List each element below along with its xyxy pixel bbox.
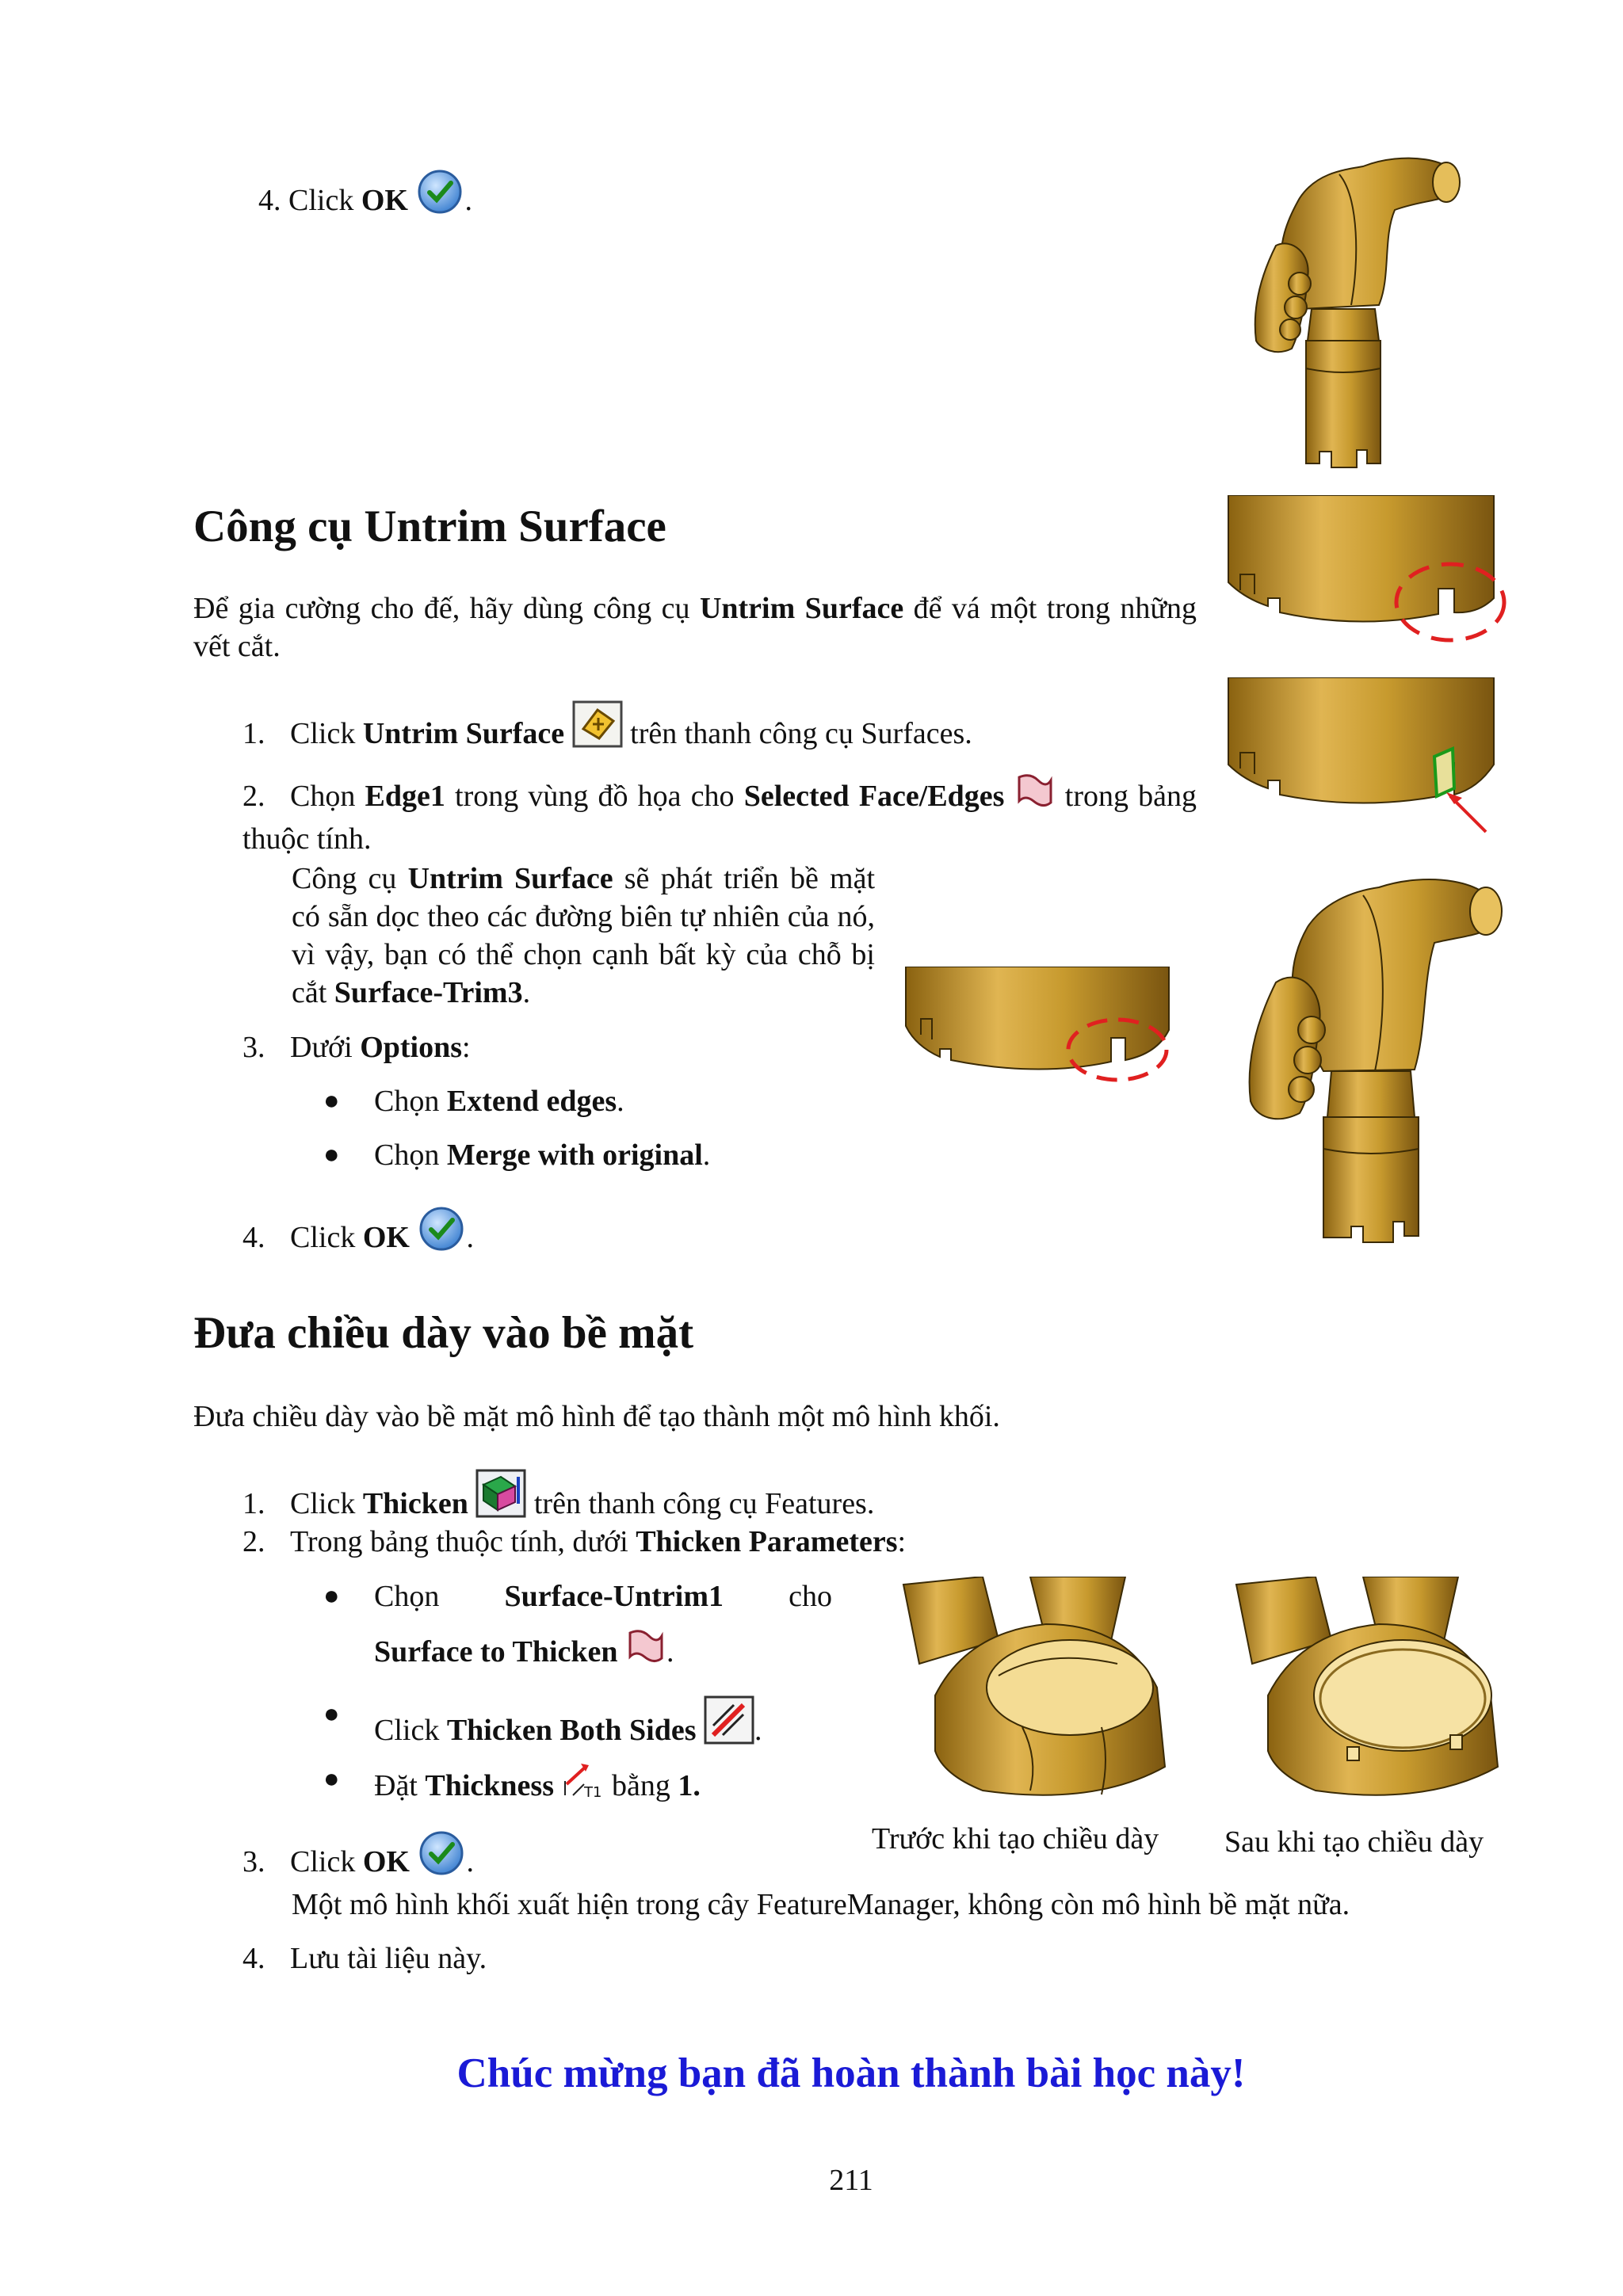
- thickness-icon: [562, 1760, 605, 1810]
- selected-face-edges-icon: [1014, 769, 1056, 820]
- s1-step-2: 2. Chọn Edge1 trong vùng đồ họa cho Selected Face/Edges trong bảng thuộc tính.: [242, 769, 1197, 858]
- thicken-both-sides-icon: [704, 1695, 754, 1754]
- s1-step-4: 4. Click OK .: [242, 1206, 474, 1261]
- ok-check-icon: [417, 1206, 466, 1261]
- bullet-dot: ●: [323, 1140, 340, 1169]
- s2-step-2: 2. Trong bảng thuộc tính, dưới Thicken Parameters:: [242, 1525, 907, 1558]
- section-title-thicken: Đưa chiều dày vào bề mặt: [193, 1308, 694, 1358]
- s2-bullet-1: ● Chọn Surface-Untrim1 cho Surface to Thicken .: [374, 1577, 832, 1676]
- s2-step-3: 3. Click OK .: [242, 1830, 474, 1886]
- before-thicken-figure: [888, 1577, 1189, 1806]
- s1-step-3: 3. Dưới Options:: [242, 1031, 471, 1064]
- s1-step-1: 1. Click Untrim Surface trên thanh công cụ Surfaces.: [242, 700, 972, 757]
- edge-selection-figure: [1224, 677, 1510, 836]
- caption-after: Sau khi tạo chiều dày: [1224, 1825, 1484, 1859]
- section-title-untrim-surface: Công cụ Untrim Surface: [193, 502, 666, 551]
- thicken-icon: [475, 1469, 526, 1527]
- s2-bullet-3: ● Đặt Thickness T1 bằng 1.: [374, 1760, 701, 1810]
- untrim-surface-icon: [572, 700, 623, 757]
- top-step-4: 4. Click OK .: [258, 169, 472, 224]
- section2-intro: Đưa chiều dày vào bề mặt mô hình để tạo thành một mô hình khối.: [193, 1400, 1000, 1433]
- bullet-dot: ●: [323, 1699, 340, 1729]
- s2-step-1: 1. Click Thicken trên thanh công cụ Features.: [242, 1469, 874, 1527]
- s2-bullet-2: ● Click Thicken Both Sides .: [374, 1695, 762, 1754]
- untrim-result-figure: [1197, 864, 1514, 1252]
- ok-check-icon: [415, 169, 464, 224]
- step-number: 4.: [258, 184, 281, 217]
- svg-text:T1: T1: [583, 1784, 601, 1800]
- step-text: Click: [288, 184, 361, 217]
- model-figure-top: [1220, 151, 1474, 483]
- caption-before: Trước khi tạo chiều dày: [872, 1822, 1159, 1855]
- section1-intro: Để gia cường cho đế, hãy dùng công cụ Untrim Surface để vá một trong những vết cắt.: [193, 592, 1197, 663]
- s2-step-3-note: Một mô hình khối xuất hiện trong cây FeatureManager, không còn mô hình bề mặt nữa.: [292, 1888, 1350, 1921]
- ok-check-icon: [417, 1830, 466, 1886]
- bullet-dot: ●: [323, 1764, 340, 1794]
- s2-step-4: 4. Lưu tài liệu này.: [242, 1942, 487, 1975]
- ok-label: OK: [361, 184, 408, 217]
- bullet-dot: ●: [323, 1086, 340, 1116]
- bullet-dot: ●: [323, 1581, 340, 1611]
- s1-bullet-1: ● Chọn Extend edges.: [374, 1082, 624, 1120]
- surface-to-thicken-icon: [625, 1625, 666, 1676]
- page-number: 211: [829, 2164, 873, 2197]
- after-thicken-figure: [1220, 1577, 1522, 1806]
- s1-bullet-2: ● Chọn Merge with original.: [374, 1136, 710, 1174]
- trim-edge-figure: [903, 967, 1173, 1093]
- base-cut-figure: [1224, 495, 1518, 654]
- s1-note: Công cụ Untrim Surface sẽ phát triển bề mặt có sẵn dọc theo các đường biên tự nhiên của nó, vì vậy, bạn có thể chọn cạnh bất kỳ của chỗ bị cắt Surface-Trim3.: [292, 862, 875, 1009]
- congratulations-message: Chúc mừng bạn đã hoàn thành bài học này!: [456, 2050, 1246, 2096]
